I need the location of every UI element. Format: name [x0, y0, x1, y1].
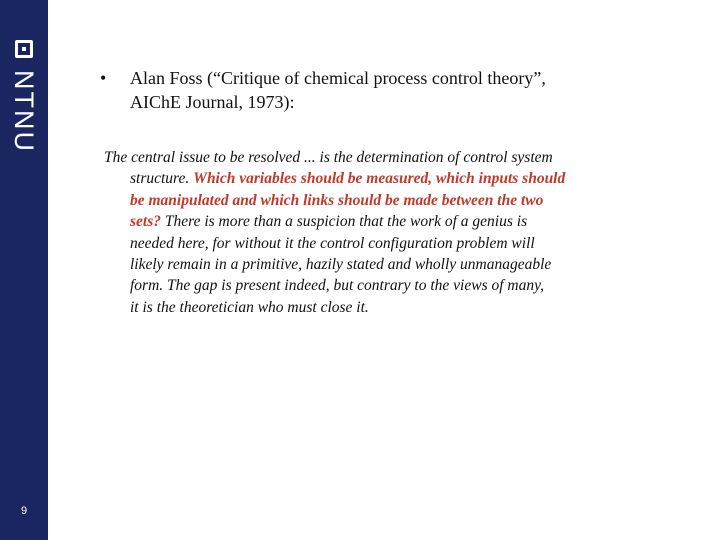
emphasis-line: be manipulated and which links should be made between the two [130, 191, 544, 209]
logo-text: NTNU [9, 70, 39, 153]
citation-line-1: Alan Foss (“Critique of chemical process control theory”, [130, 68, 546, 88]
quote-line: form. The gap is present indeed, but contrary to the views of many, [130, 277, 545, 295]
sidebar [0, 0, 48, 540]
quote-text: structure. [130, 170, 194, 188]
logo-square-icon [15, 40, 33, 58]
quote-line [104, 211, 664, 232]
quote-text: There is more than a suspicion that the work of a genius is [161, 213, 528, 231]
emphasis-text: sets? [130, 213, 161, 231]
quote-line [104, 168, 664, 189]
bullet-marker: • [100, 68, 107, 88]
page-number: 9 [20, 505, 28, 517]
quote-line: The central issue to be resolved ... is the determination of control system [104, 149, 553, 166]
quote-line: needed here, for without it the control configuration problem will [130, 234, 535, 252]
citation-bullet [100, 66, 660, 114]
quote-block [104, 147, 664, 318]
ntnu-logo [0, 32, 48, 172]
citation-line-2: AIChE Journal, 1973): [130, 92, 295, 112]
quote-line: it is the theoretician who must close it. [130, 298, 369, 316]
emphasis-text: Which variables should be measured, which inputs should [193, 170, 566, 188]
quote-line: likely remain in a primitive, hazily stated and wholly unmanageable [130, 256, 552, 274]
